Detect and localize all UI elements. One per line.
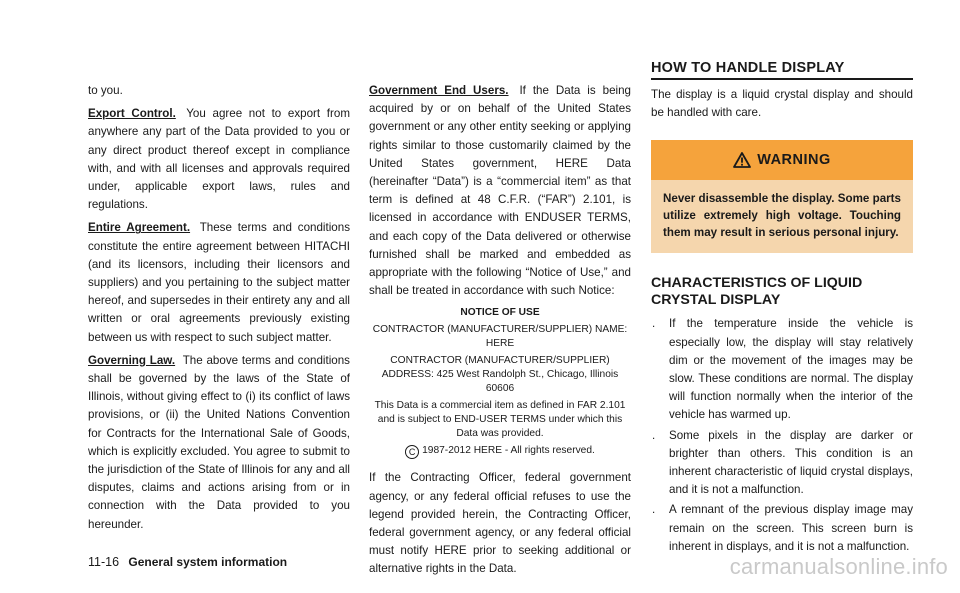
entire-agreement-paragraph [88,219,350,346]
notice-line-commercial: This Data is a commercial item as defined in FAR 2.101 and is subject to END-USER TERMS under which this Data was provided. [374,400,626,440]
notice-line-name: CONTRACTOR (MANUFACTURER/SUPPLIER) NAME: HERE [372,324,628,350]
display-intro: The display is a liquid crystal display and should be handled with care. [651,88,913,120]
column-right [651,60,913,558]
notice-line-address: CONTRACTOR (MANUFACTURER/SUPPLIER) ADDRESS: 425 West Randolph St., Chicago, Illinois 60606 [381,355,619,395]
list-item [651,501,913,556]
government-end-users-body: If the Data is being acquired by or on behalf of the United States government or any other entity seeking or applying rights similar to those customarily claimed by the United States government, HERE Data (hereinafter “Data”) is a “commercial item” as that term is defined at 48 C.F.R. (“FAR”) 2.101, is licensed in accordance with ENDUSER TERMS, and each copy of the Data delivered or otherwise furnished shall be marked and embedded as appropriate with the following “Notice of Use,” and shall be treated in accordance with such Notice: [369,84,631,298]
notice-of-use [369,306,631,459]
bullet-marker: . [652,428,656,442]
bullet-marker: . [652,317,656,331]
column-middle [369,82,631,584]
list-item-text: If the temperature inside the vehicle is especially low, the display will stay relatively dim or the movement of the images may be slow. These conditions are normal. The display will function normally when the interior of the vehicle has warmed up. [669,317,913,422]
government-end-users-heading: Government End Users. [369,84,509,97]
notice-copyright [369,444,631,459]
warning-text: Never disassemble the display. Some parts utilize extremely high voltage. Touching them may result in serious personal injury. [663,192,901,240]
lcd-characteristics-list [651,315,913,556]
export-control-heading: Export Control. [88,107,176,121]
entire-agreement-body: These terms and conditions constitute the entire agreement between HITACHI (and its licensors, including their licensors and suppliers) and you pertaining to the subject matter hereof, and supersedes in their entirety any and all written or oral agreements previously existing between us with respect to such subject matter. [88,221,350,344]
list-item-text: A remnant of the previous display image may remain on the screen. This screen burn is inherent in displays, and it is not a malfunction. [669,503,913,553]
page-footer [88,553,287,571]
notice-title: NOTICE OF USE [460,307,540,319]
copyright-text: 1987-2012 HERE - All rights reserved. [422,445,595,457]
warning-header [651,140,913,180]
export-control-paragraph [88,105,350,214]
page-number: 11-16 [88,555,120,569]
warning-triangle-icon [733,152,751,168]
warning-label: WARNING [757,152,831,169]
governing-law-body: The above terms and conditions shall be governed by the laws of the State of Illinois, without giving effect to (i) its conflict of laws provisions, or (ii) the United Nations Convention for Contracts for the International Sale of Goods, which is explicitly excluded. You agree to submit to the jurisdiction of the State of Illinois for any and all disputes, claims and actions arising from or in connection with the Data provided to you hereunder. [88,353,350,531]
contracting-officer-paragraph: If the Contracting Officer, federal government agency, or any federal official refuses to use the legend provided herein, the Contracting Officer, federal government agency, or any federal official must notify HERE prior to seeking additional or alternative rights in the Data. [369,471,631,576]
governing-law-heading: Governing Law. [88,353,176,367]
section-title: HOW TO HANDLE DISPLAY [651,60,913,80]
list-item [651,315,913,424]
watermark-text: carmanualsonline.info [729,554,948,579]
lcd-characteristics-title: CHARACTERISTICS OF LIQUID CRYSTAL DISPLAY [651,275,863,309]
bullet-marker: . [652,503,656,517]
entire-agreement-heading: Entire Agreement. [88,221,191,235]
government-end-users-paragraph [369,82,631,300]
list-item [651,427,913,500]
intro-text: to you. [88,84,123,97]
column-left [88,82,350,539]
list-item-text: Some pixels in the display are darker or brighter than others. This condition is an inherent characteristic of liquid crystal displays, and it is not a malfunction. [669,428,913,497]
warning-box [651,140,913,253]
export-control-body: You agree not to export from anywhere any part of the Data provided to you or any direct product thereof except in compliance with, and with all licenses and approvals required under, applicable export laws, rules and regulations. [88,107,350,212]
footer-title: General system information [128,555,288,569]
governing-law-paragraph [88,352,350,534]
copyright-icon: C [405,445,419,459]
